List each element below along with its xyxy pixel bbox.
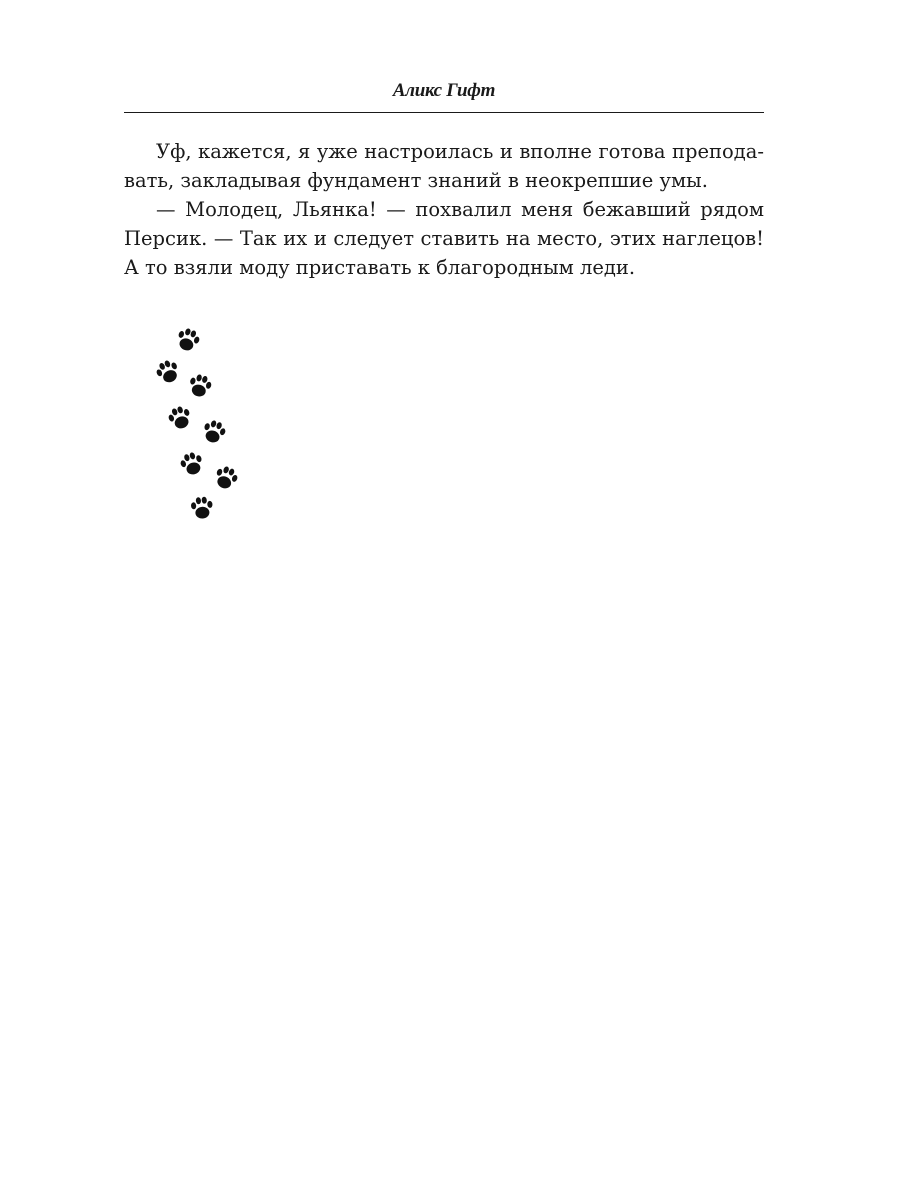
text-line: — Молодец, Льянка! — похвалил меня бежавший рядом <box>156 198 764 221</box>
text-line: Персик. — Так их и следует ставить на место, этих наглецов! <box>124 227 764 250</box>
header-rule <box>124 112 764 113</box>
paw-icon <box>149 353 186 390</box>
text-line: Уф, кажется, я уже настроилась и вполне готова препода- <box>156 140 764 163</box>
paw-icon <box>208 460 244 496</box>
paw-icon <box>174 446 209 481</box>
paw-icon <box>183 369 217 403</box>
paw-icon <box>162 400 198 436</box>
paw-icon <box>187 493 217 523</box>
paw-icon <box>170 322 206 358</box>
body-text <box>124 137 764 282</box>
text-line: вать, закладывая фундамент знаний в неокрепшие умы. <box>124 169 708 192</box>
paw-icon <box>196 414 231 449</box>
paw-prints-ornament <box>150 326 250 526</box>
running-head: Аликс Гифт <box>392 80 496 101</box>
text-line: А то взяли моду приставать к благородным леди. <box>124 256 636 279</box>
